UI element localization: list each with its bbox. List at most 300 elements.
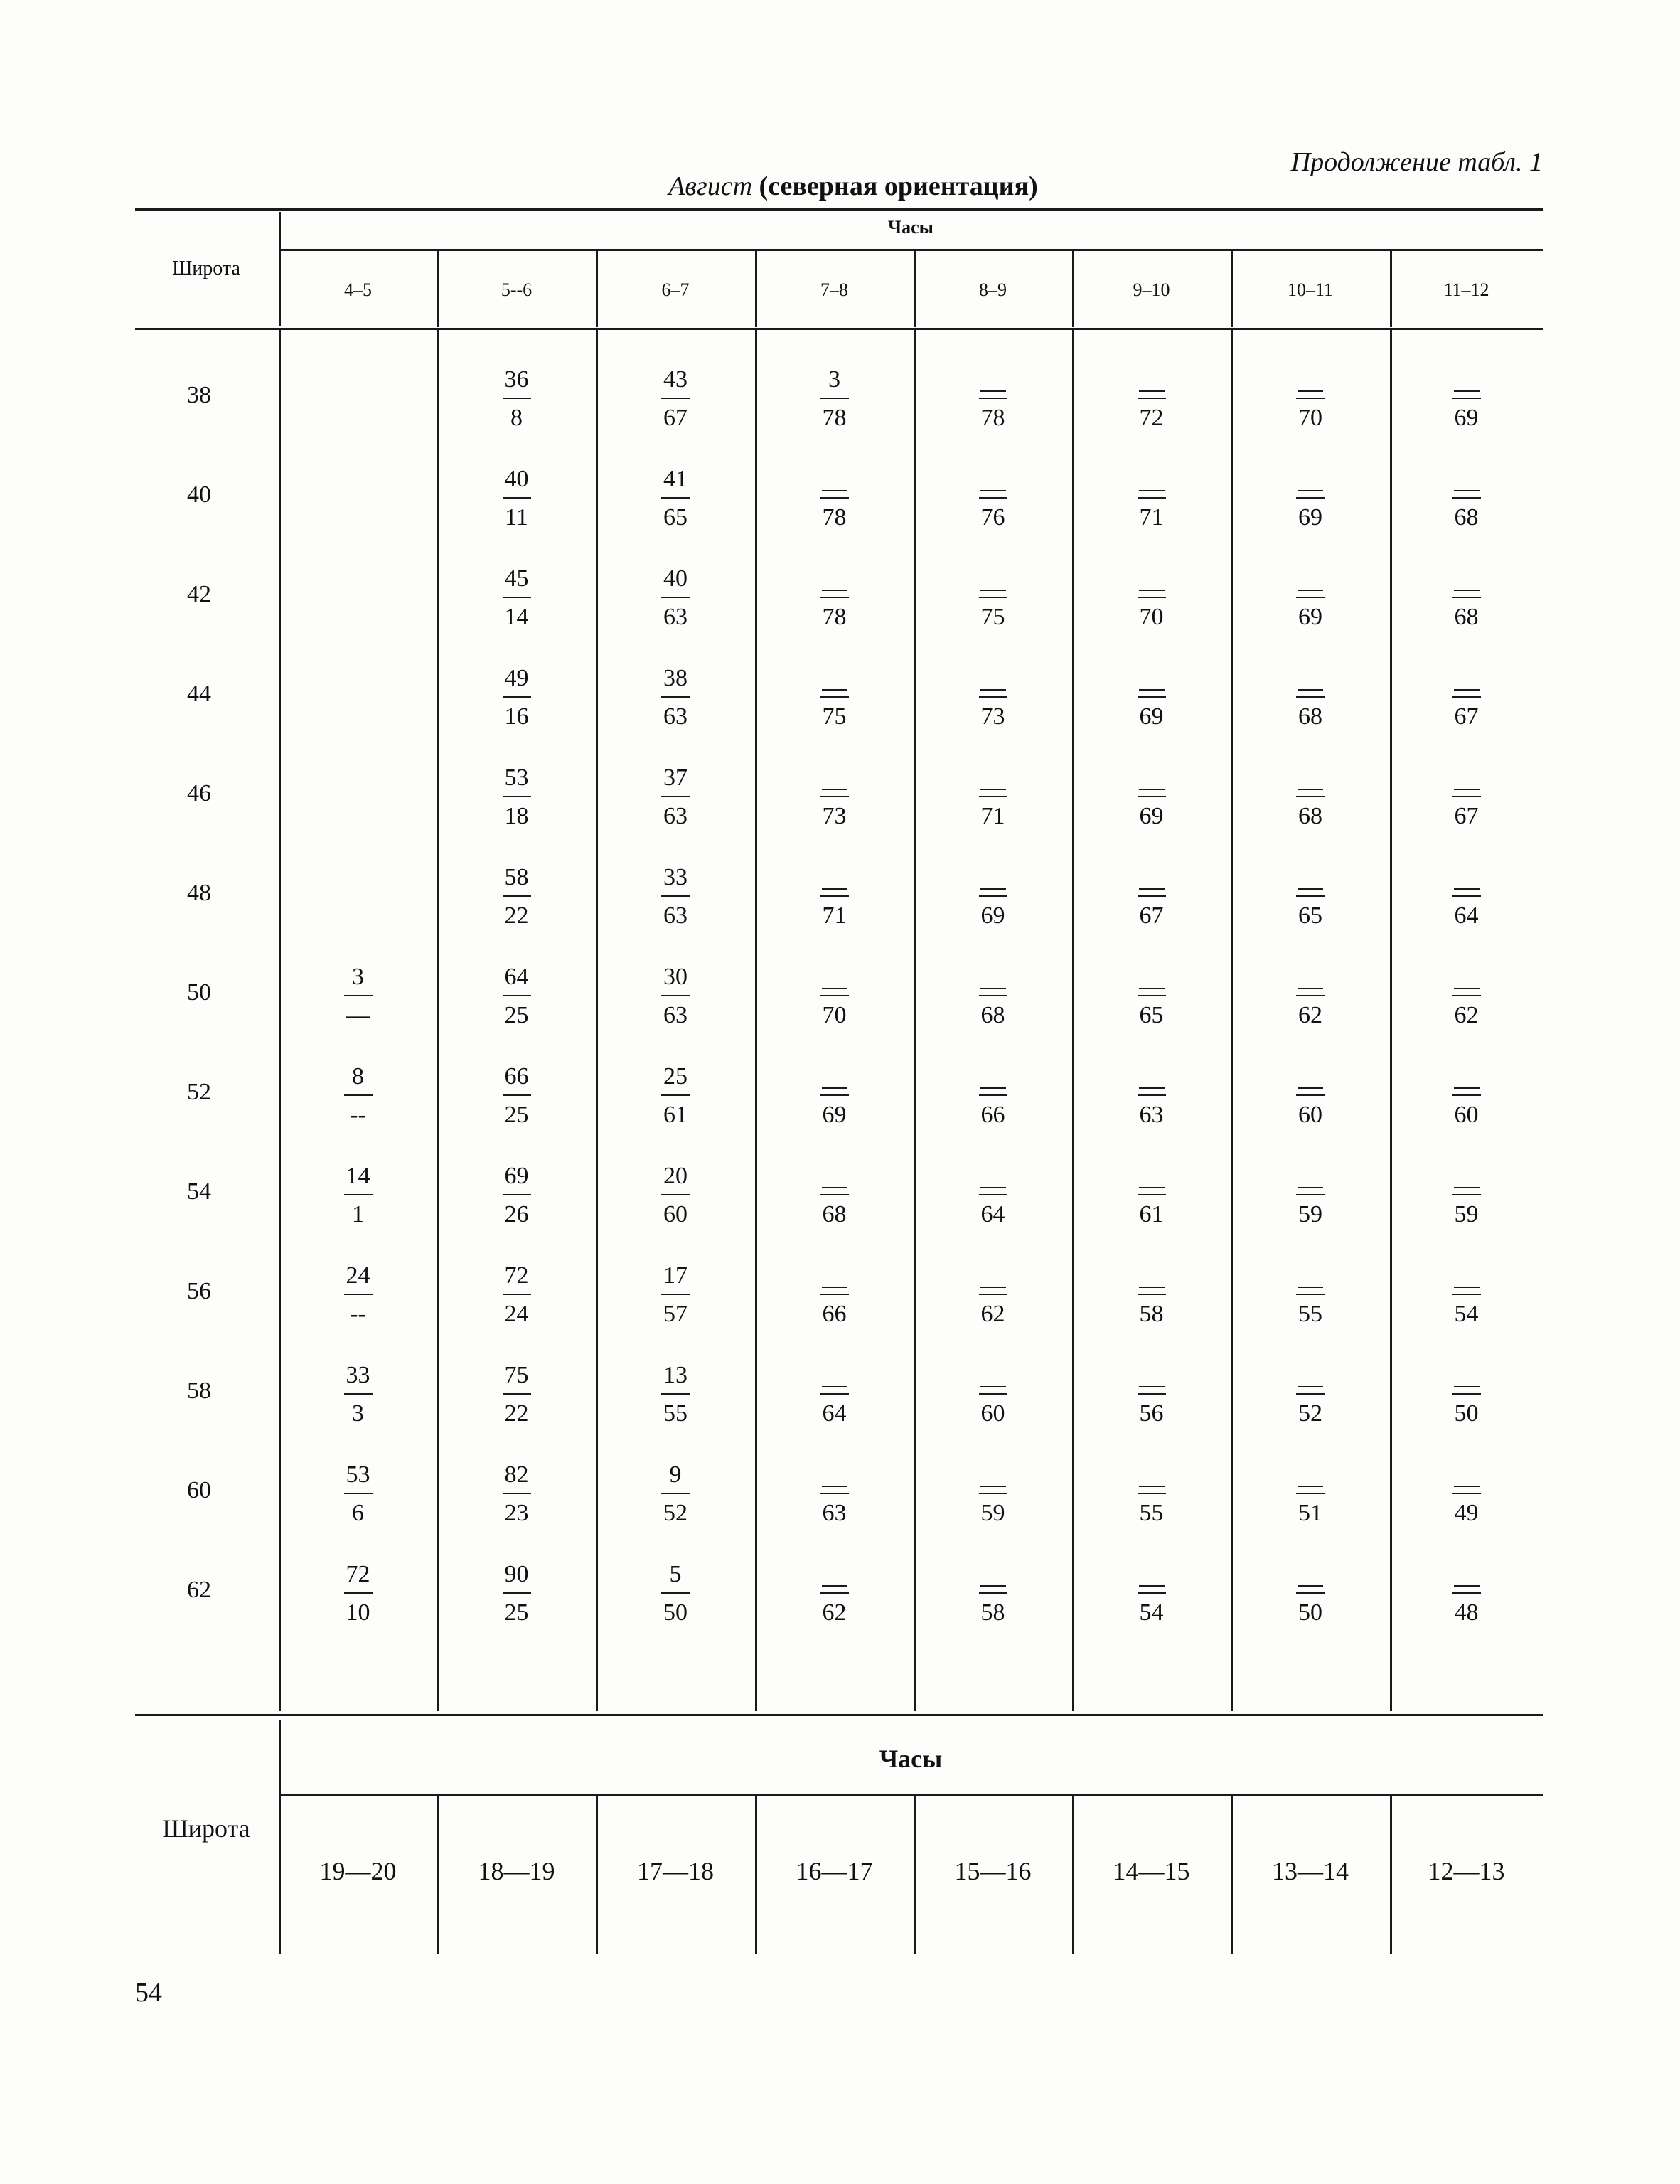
col-divider-body xyxy=(914,329,916,1711)
fraction-bar xyxy=(661,995,690,996)
fraction-bar xyxy=(1452,1194,1481,1195)
fraction-denominator: 6 xyxy=(352,1500,364,1526)
fraction-denominator: 69 xyxy=(1139,803,1164,829)
fraction-bar xyxy=(979,1294,1007,1295)
fraction-denominator: 22 xyxy=(504,902,529,929)
fraction-bar xyxy=(1296,597,1325,598)
fraction-bar xyxy=(661,1094,690,1096)
fraction-bar xyxy=(1296,1592,1325,1594)
fraction-denominator: 60 xyxy=(663,1201,687,1227)
col-divider-body xyxy=(279,329,281,1711)
fraction-cell xyxy=(1275,1163,1346,1228)
fraction-bar xyxy=(661,1194,690,1195)
fraction-bar xyxy=(503,1294,531,1295)
fraction-cell xyxy=(799,1561,870,1626)
fraction-denominator: 18 xyxy=(504,803,529,829)
fraction-cell xyxy=(799,565,870,631)
hour-range-header: 11–12 xyxy=(1443,279,1489,300)
fraction-bar xyxy=(503,1592,531,1594)
fraction-denominator: -- xyxy=(350,1301,366,1327)
fraction-denominator: 49 xyxy=(1454,1500,1479,1526)
fraction-denominator: 61 xyxy=(663,1102,687,1128)
fraction-bar xyxy=(979,1094,1007,1096)
fraction-cell xyxy=(1275,1461,1346,1527)
fraction-numerator xyxy=(1454,964,1480,989)
fraction-cell xyxy=(799,964,870,1029)
fraction-numerator xyxy=(1298,1163,1323,1188)
fraction-denominator: 72 xyxy=(1139,405,1164,431)
fraction-bar xyxy=(1138,895,1166,897)
empty-dash xyxy=(1454,490,1480,491)
fraction-cell xyxy=(1431,1262,1502,1328)
fraction-cell xyxy=(640,964,711,1029)
fraction-cell xyxy=(481,964,552,1029)
latitude-value: 38 xyxy=(187,382,211,408)
fraction-denominator: 63 xyxy=(663,803,687,829)
fraction-cell xyxy=(799,864,870,929)
latitude-value: 42 xyxy=(187,581,211,607)
empty-dash xyxy=(1454,390,1480,392)
fraction-numerator xyxy=(1139,1561,1165,1587)
fraction-cell xyxy=(799,1262,870,1328)
empty-dash xyxy=(822,1585,847,1587)
fraction-cell xyxy=(1275,1262,1346,1328)
fraction-bar xyxy=(820,597,849,598)
fraction-bar xyxy=(1296,1393,1325,1395)
fraction-numerator xyxy=(1454,1461,1480,1487)
fraction-cell xyxy=(1275,565,1346,631)
fraction-cell xyxy=(481,1461,552,1527)
fraction-denominator: 1 xyxy=(352,1201,364,1227)
fraction-numerator: 66 xyxy=(504,1063,529,1090)
fraction-cell xyxy=(1116,1163,1187,1228)
fraction-bar xyxy=(979,696,1007,698)
fraction-numerator xyxy=(980,466,1006,491)
fraction-bar xyxy=(344,1393,373,1395)
fraction-cell xyxy=(1116,366,1187,432)
fraction-numerator: 40 xyxy=(504,466,529,492)
fraction-numerator xyxy=(822,1561,847,1587)
fraction-denominator: 25 xyxy=(504,1002,529,1028)
continuation-label: Продолжение табл. 1 xyxy=(1290,147,1543,177)
fraction-denominator: -- xyxy=(350,1102,366,1128)
fraction-denominator: 8 xyxy=(510,405,523,431)
fraction-bar xyxy=(344,1194,373,1195)
empty-dash xyxy=(822,590,847,591)
fraction-cell xyxy=(1431,1561,1502,1626)
fraction-cell xyxy=(958,1063,1029,1129)
fraction-cell xyxy=(481,1561,552,1626)
fraction-numerator xyxy=(822,1262,847,1288)
fraction-bar xyxy=(820,398,849,399)
empty-dash xyxy=(1454,1187,1480,1188)
fraction-cell xyxy=(958,1163,1029,1228)
fraction-denominator: 64 xyxy=(822,1400,847,1427)
latitude-value: 58 xyxy=(187,1378,211,1404)
fraction-denominator: 62 xyxy=(980,1301,1005,1327)
hour-range-header: 5--6 xyxy=(501,279,533,300)
fraction-numerator xyxy=(822,1461,847,1487)
empty-dash xyxy=(1454,888,1480,890)
fraction-cell xyxy=(1275,964,1346,1029)
empty-dash xyxy=(980,1087,1006,1089)
empty-dash xyxy=(1298,988,1323,989)
fraction-bar xyxy=(1452,1094,1481,1096)
empty-dash xyxy=(822,1087,847,1089)
rule-bottom-hours xyxy=(279,1794,1543,1796)
fraction-cell xyxy=(1116,1461,1187,1527)
fraction-numerator xyxy=(822,964,847,989)
empty-dash xyxy=(980,1585,1006,1587)
col-divider-body xyxy=(437,329,439,1711)
fraction-bar xyxy=(1452,995,1481,996)
fraction-denominator: 63 xyxy=(663,604,687,630)
empty-dash xyxy=(1454,1087,1480,1089)
fraction-denominator: 65 xyxy=(663,504,687,531)
fraction-cell xyxy=(1116,1063,1187,1129)
table-title xyxy=(498,171,1209,202)
fraction-denominator: 55 xyxy=(663,1400,687,1427)
fraction-cell xyxy=(481,565,552,631)
fraction-denominator: 64 xyxy=(980,1201,1005,1227)
rule-bottom-top xyxy=(135,1714,1543,1716)
fraction-cell xyxy=(1116,864,1187,929)
fraction-denominator: 67 xyxy=(1454,803,1479,829)
fraction-numerator: 25 xyxy=(663,1063,687,1090)
fraction-denominator: 57 xyxy=(663,1301,687,1327)
fraction-bar xyxy=(979,895,1007,897)
empty-dash xyxy=(1298,1585,1323,1587)
fraction-bar xyxy=(1296,696,1325,698)
fraction-numerator: 82 xyxy=(504,1461,529,1488)
fraction-numerator xyxy=(822,665,847,691)
fraction-denominator: 73 xyxy=(980,703,1005,730)
fraction-numerator xyxy=(1454,864,1480,890)
fraction-numerator xyxy=(980,864,1006,890)
fraction-numerator: 5 xyxy=(669,1561,682,1587)
fraction-cell xyxy=(799,765,870,830)
fraction-denominator: 25 xyxy=(504,1599,529,1626)
fraction-numerator: 69 xyxy=(504,1163,529,1189)
fraction-bar xyxy=(1296,1493,1325,1494)
fraction-cell xyxy=(799,366,870,432)
fraction-bar xyxy=(661,696,690,698)
fraction-denominator: 67 xyxy=(663,405,687,431)
fraction-denominator: 50 xyxy=(1454,1400,1479,1427)
fraction-bar xyxy=(1296,995,1325,996)
fraction-cell xyxy=(958,1262,1029,1328)
fraction-denominator: 60 xyxy=(1454,1102,1479,1128)
empty-dash xyxy=(980,1187,1006,1188)
fraction-numerator: 72 xyxy=(346,1561,370,1587)
empty-dash xyxy=(980,988,1006,989)
fraction-numerator xyxy=(980,1461,1006,1487)
fraction-denominator: 78 xyxy=(980,405,1005,431)
fraction-denominator: 3 xyxy=(352,1400,364,1427)
hours-header: Часы xyxy=(888,217,933,238)
fraction-cell xyxy=(1431,864,1502,929)
fraction-numerator: 9 xyxy=(669,1461,682,1488)
bottom-hour-range: 19—20 xyxy=(319,1857,397,1885)
fraction-bar xyxy=(1296,796,1325,797)
fraction-bar xyxy=(1296,497,1325,499)
fraction-bar xyxy=(979,597,1007,598)
fraction-cell xyxy=(323,1262,394,1328)
empty-dash xyxy=(980,689,1006,691)
fraction-denominator: 68 xyxy=(1298,703,1322,730)
empty-dash xyxy=(822,490,847,491)
empty-dash xyxy=(1139,390,1165,392)
fraction-bar xyxy=(503,895,531,897)
fraction-bar xyxy=(820,1094,849,1096)
fraction-denominator: 68 xyxy=(822,1201,847,1227)
empty-dash xyxy=(1298,1486,1323,1487)
fraction-denominator: 16 xyxy=(504,703,529,730)
fraction-bar xyxy=(503,1194,531,1195)
fraction-numerator: 43 xyxy=(663,366,687,393)
fraction-cell xyxy=(1275,1362,1346,1427)
fraction-numerator xyxy=(980,565,1006,591)
fraction-denominator: 65 xyxy=(1298,902,1322,929)
empty-dash xyxy=(1298,590,1323,591)
fraction-numerator xyxy=(1139,565,1165,591)
fraction-denominator: 63 xyxy=(663,703,687,730)
empty-dash xyxy=(1298,1087,1323,1089)
latitude-value: 52 xyxy=(187,1079,211,1105)
fraction-bar xyxy=(661,597,690,598)
fraction-denominator: 78 xyxy=(822,604,847,630)
fraction-denominator: 68 xyxy=(1298,803,1322,829)
fraction-bar xyxy=(344,995,373,996)
fraction-denominator: 11 xyxy=(505,504,528,531)
empty-dash xyxy=(1454,1486,1480,1487)
fraction-denominator: 71 xyxy=(822,902,847,929)
latitude-value: 48 xyxy=(187,880,211,906)
fraction-denominator: 62 xyxy=(822,1599,847,1626)
latitude-value: 54 xyxy=(187,1178,211,1205)
fraction-bar xyxy=(820,1493,849,1494)
fraction-bar xyxy=(979,1194,1007,1195)
fraction-numerator xyxy=(822,1362,847,1387)
fraction-cell xyxy=(640,565,711,631)
fraction-bar xyxy=(1138,1592,1166,1594)
fraction-denominator: 58 xyxy=(1139,1301,1164,1327)
empty-dash xyxy=(1298,1386,1323,1387)
fraction-numerator xyxy=(822,1163,847,1188)
fraction-cell xyxy=(640,1362,711,1427)
fraction-bar xyxy=(1452,1493,1481,1494)
fraction-bar xyxy=(1138,398,1166,399)
rule-top xyxy=(135,208,1543,211)
fraction-denominator: 61 xyxy=(1139,1201,1164,1227)
fraction-cell xyxy=(481,864,552,929)
bottom-hour-range: 13—14 xyxy=(1272,1857,1349,1885)
fraction-bar xyxy=(503,398,531,399)
fraction-cell xyxy=(323,1362,394,1427)
fraction-numerator xyxy=(1298,864,1323,890)
fraction-denominator: 71 xyxy=(980,803,1005,829)
fraction-denominator: 54 xyxy=(1454,1301,1479,1327)
fraction-numerator: 30 xyxy=(663,964,687,990)
empty-dash xyxy=(1139,988,1165,989)
empty-dash xyxy=(822,789,847,790)
fraction-numerator xyxy=(1454,1063,1480,1089)
fraction-cell xyxy=(1275,864,1346,929)
fraction-bar xyxy=(1138,497,1166,499)
fraction-denominator: 48 xyxy=(1454,1599,1479,1626)
latitude-header: Широта xyxy=(172,257,240,279)
fraction-numerator xyxy=(1139,366,1165,392)
col-divider-body xyxy=(755,329,757,1711)
fraction-denominator: 70 xyxy=(822,1002,847,1028)
fraction-denominator: 55 xyxy=(1298,1301,1322,1327)
fraction-denominator: 51 xyxy=(1298,1500,1322,1526)
empty-dash xyxy=(980,490,1006,491)
fraction-denominator: 67 xyxy=(1454,703,1479,730)
fraction-cell xyxy=(958,366,1029,432)
fraction-numerator: 40 xyxy=(663,565,687,592)
fraction-cell xyxy=(1431,964,1502,1029)
fraction-denominator: 25 xyxy=(504,1102,529,1128)
fraction-bar xyxy=(503,1094,531,1096)
bottom-hours-header: Часы xyxy=(879,1744,943,1773)
fraction-numerator xyxy=(1298,366,1323,392)
empty-dash xyxy=(822,888,847,890)
fraction-cell xyxy=(481,466,552,531)
fraction-numerator xyxy=(1454,1561,1480,1587)
latitude-value: 62 xyxy=(187,1577,211,1603)
rule-header-bottom xyxy=(135,328,1543,330)
fraction-denominator: 62 xyxy=(1298,1002,1322,1028)
fraction-bar xyxy=(661,497,690,499)
bottom-hour-range: 12—13 xyxy=(1428,1857,1505,1885)
fraction-cell xyxy=(481,665,552,730)
empty-dash xyxy=(1139,1386,1165,1387)
fraction-cell xyxy=(1116,565,1187,631)
fraction-cell xyxy=(640,864,711,929)
fraction-bar xyxy=(661,796,690,797)
empty-dash xyxy=(1298,390,1323,392)
fraction-numerator: 58 xyxy=(504,864,529,890)
fraction-bar xyxy=(979,1393,1007,1395)
fraction-bar xyxy=(1296,1094,1325,1096)
fraction-bar xyxy=(503,796,531,797)
fraction-denominator: 68 xyxy=(1454,504,1479,531)
fraction-bar xyxy=(979,1493,1007,1494)
fraction-cell xyxy=(958,964,1029,1029)
fraction-denominator: 50 xyxy=(1298,1599,1322,1626)
fraction-cell xyxy=(640,366,711,432)
fraction-bar xyxy=(1138,696,1166,698)
fraction-numerator xyxy=(980,1063,1006,1089)
fraction-numerator: 14 xyxy=(346,1163,370,1189)
fraction-bar xyxy=(820,1194,849,1195)
latitude-value: 56 xyxy=(187,1278,211,1304)
fraction-numerator: 49 xyxy=(504,665,529,691)
fraction-bar xyxy=(979,796,1007,797)
fraction-denominator: 56 xyxy=(1139,1400,1164,1427)
fraction-denominator: 26 xyxy=(504,1201,529,1227)
bottom-latitude-header: Широта xyxy=(162,1814,250,1843)
fraction-cell xyxy=(323,1461,394,1527)
hour-range-header: 7–8 xyxy=(820,279,848,300)
latitude-value: 46 xyxy=(187,780,211,806)
fraction-bar xyxy=(979,1592,1007,1594)
fraction-denominator: 73 xyxy=(822,803,847,829)
fraction-numerator xyxy=(1298,565,1323,591)
fraction-numerator xyxy=(980,366,1006,392)
fraction-numerator xyxy=(1454,1362,1480,1387)
fraction-cell xyxy=(323,1561,394,1626)
empty-dash xyxy=(1139,1287,1165,1288)
empty-dash xyxy=(822,1386,847,1387)
fraction-numerator xyxy=(1298,665,1323,691)
empty-dash xyxy=(822,988,847,989)
fraction-numerator xyxy=(980,1561,1006,1587)
fraction-cell xyxy=(799,665,870,730)
col-divider-body xyxy=(1231,329,1233,1711)
fraction-denominator: 60 xyxy=(1298,1102,1322,1128)
fraction-bar xyxy=(1138,796,1166,797)
fraction-bar xyxy=(1452,398,1481,399)
fraction-numerator: 3 xyxy=(828,366,840,393)
fraction-numerator xyxy=(1454,466,1480,491)
fraction-cell xyxy=(958,765,1029,830)
fraction-cell xyxy=(1431,565,1502,631)
fraction-bar xyxy=(503,597,531,598)
fraction-numerator xyxy=(1139,1163,1165,1188)
fraction-numerator xyxy=(1139,1063,1165,1089)
fraction-bar xyxy=(1138,1393,1166,1395)
fraction-bar xyxy=(1296,895,1325,897)
fraction-denominator: 63 xyxy=(1139,1102,1164,1128)
fraction-numerator: 45 xyxy=(504,565,529,592)
fraction-denominator: 66 xyxy=(822,1301,847,1327)
fraction-denominator: 69 xyxy=(1454,405,1479,431)
fraction-bar xyxy=(661,1592,690,1594)
fraction-denominator: 63 xyxy=(663,1002,687,1028)
fraction-cell xyxy=(481,765,552,830)
fraction-bar xyxy=(1138,1194,1166,1195)
fraction-numerator xyxy=(1454,1163,1480,1188)
empty-dash xyxy=(1139,888,1165,890)
fraction-bar xyxy=(820,1294,849,1295)
empty-dash xyxy=(1454,590,1480,591)
fraction-denominator: 10 xyxy=(346,1599,370,1626)
empty-dash xyxy=(1454,988,1480,989)
fraction-denominator: 24 xyxy=(504,1301,529,1327)
latitude-value: 60 xyxy=(187,1477,211,1503)
empty-dash xyxy=(1139,789,1165,790)
empty-dash xyxy=(1454,1585,1480,1587)
fraction-numerator xyxy=(1298,1461,1323,1487)
fraction-denominator: 75 xyxy=(822,703,847,730)
fraction-cell xyxy=(1431,1063,1502,1129)
fraction-denominator: 14 xyxy=(504,604,529,630)
bottom-hour-range: 15—16 xyxy=(954,1857,1032,1885)
fraction-cell xyxy=(323,1063,394,1129)
fraction-bar xyxy=(979,398,1007,399)
fraction-bar xyxy=(661,895,690,897)
fraction-denominator: — xyxy=(346,1002,370,1028)
empty-dash xyxy=(980,390,1006,392)
fraction-bar xyxy=(820,1393,849,1395)
fraction-cell xyxy=(1431,1362,1502,1427)
fraction-numerator xyxy=(1139,765,1165,790)
fraction-numerator xyxy=(1454,565,1480,591)
latitude-value: 40 xyxy=(187,481,211,508)
fraction-denominator: 60 xyxy=(980,1400,1005,1427)
